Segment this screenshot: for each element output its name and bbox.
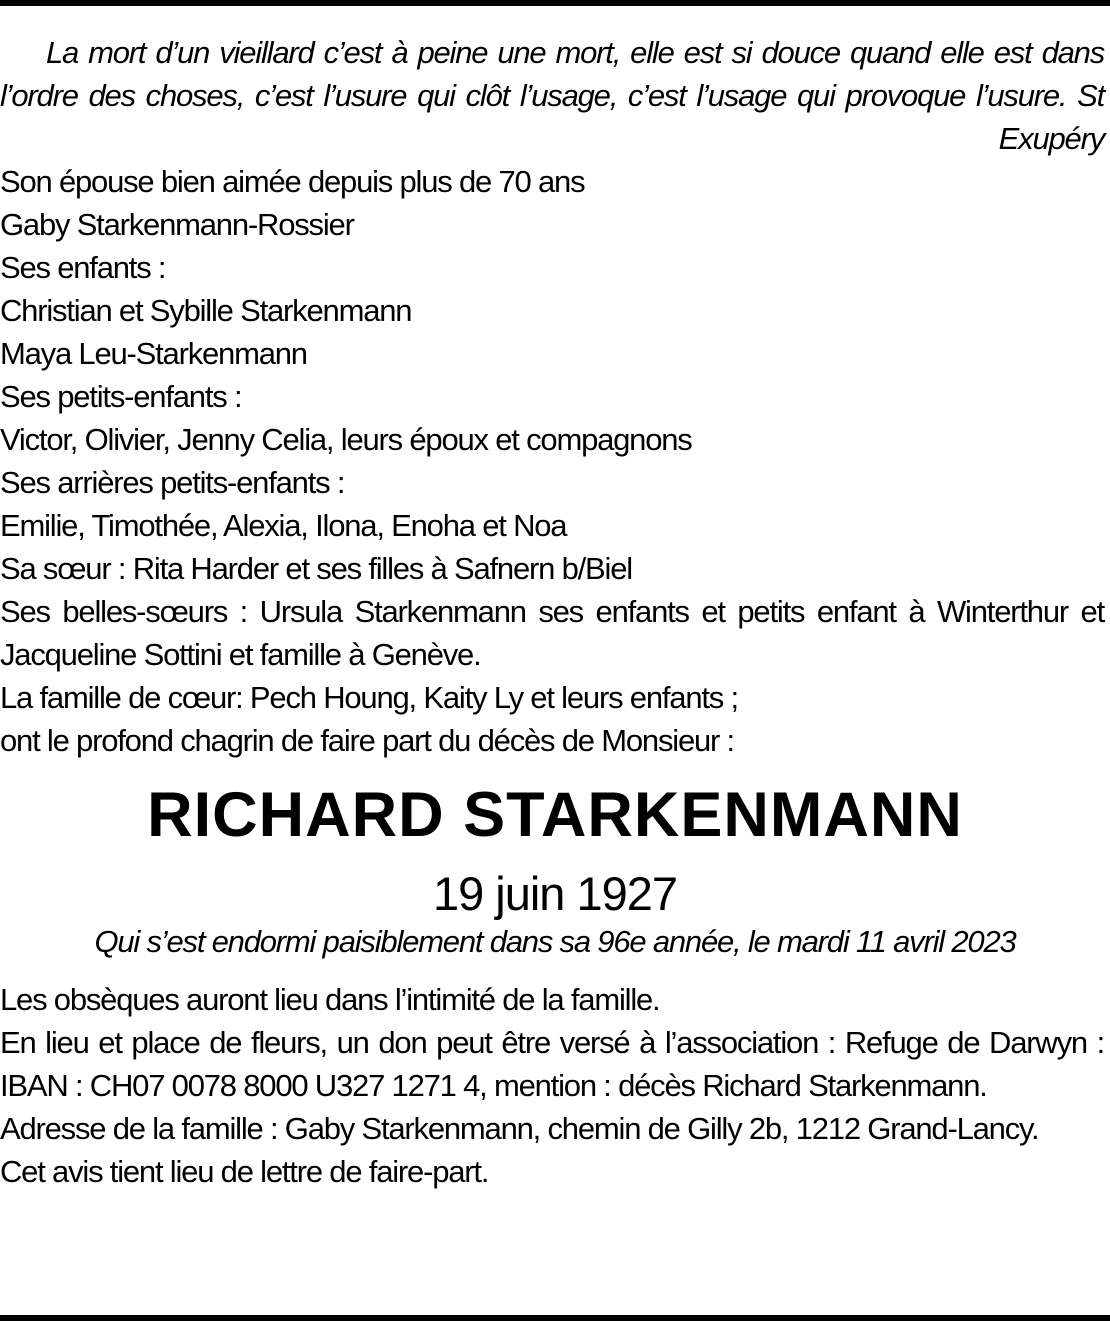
- family-line: Ses belles-sœurs : Ursula Starkenmann ses enfants et petits enfant à Winterthur et Jacqueline Sottini et famille à Genève.: [0, 594, 1104, 672]
- closing-line: Cet avis tient lieu de lettre de faire-part.: [0, 1154, 489, 1189]
- family-line: Ses enfants :: [0, 250, 166, 285]
- family-line: Emilie, Timothée, Alexia, Ilona, Enoha et Noa: [0, 508, 567, 543]
- family-line: ont le profond chagrin de faire part du décès de Monsieur :: [0, 723, 734, 758]
- closing-line: En lieu et place de fleurs, un don peut être versé à l’association : Refuge de Darwyn : IBAN : CH07 0078 8000 U327 1271 4, mention : décès Richard Starkenmann.: [0, 1025, 1104, 1103]
- closing-line: Adresse de la famille : Gaby Starkenmann, chemin de Gilly 2b, 1212 Grand-Lancy.: [0, 1111, 1039, 1146]
- family-line: Maya Leu-Starkenmann: [0, 336, 307, 371]
- family-line: Gaby Starkenmann-Rossier: [0, 207, 354, 242]
- family-line: Victor, Olivier, Jenny Celia, leurs époux et compagnons: [0, 422, 692, 457]
- top-rule: [0, 0, 1110, 6]
- bottom-rule: [0, 1315, 1110, 1321]
- closing-line: Les obsèques auront lieu dans l’intimité de la famille.: [0, 982, 660, 1017]
- epigraph-quote: La mort d’un vieillard c’est à peine une mort, elle est si douce quand elle est dans l’ordre des choses, c’est l’usure qui clôt l’usage, c’est l’usage qui provoque l’usure. St Exupéry: [0, 35, 1104, 156]
- deceased-name: RICHARD STARKENMANN: [147, 780, 963, 850]
- family-line: Christian et Sybille Starkenmann: [0, 293, 412, 328]
- family-line: Sa sœur : Rita Harder et ses filles à Safnern b/Biel: [0, 551, 632, 586]
- family-line: Son épouse bien aimée depuis plus de 70 ans: [0, 164, 585, 199]
- family-list: [0, 160, 1110, 762]
- family-line: Ses petits-enfants :: [0, 379, 242, 414]
- closing-list: [0, 978, 1110, 1193]
- birth-date: 19 juin 1927: [432, 867, 678, 920]
- family-line: Ses arrières petits-enfants :: [0, 465, 345, 500]
- family-line: La famille de cœur: Pech Houng, Kaity Ly et leurs enfants ;: [0, 680, 738, 715]
- death-note: Qui s’est endormi paisiblement dans sa 96e année, le mardi 11 avril 2023: [94, 924, 1016, 959]
- death-notice: [0, 31, 1110, 1193]
